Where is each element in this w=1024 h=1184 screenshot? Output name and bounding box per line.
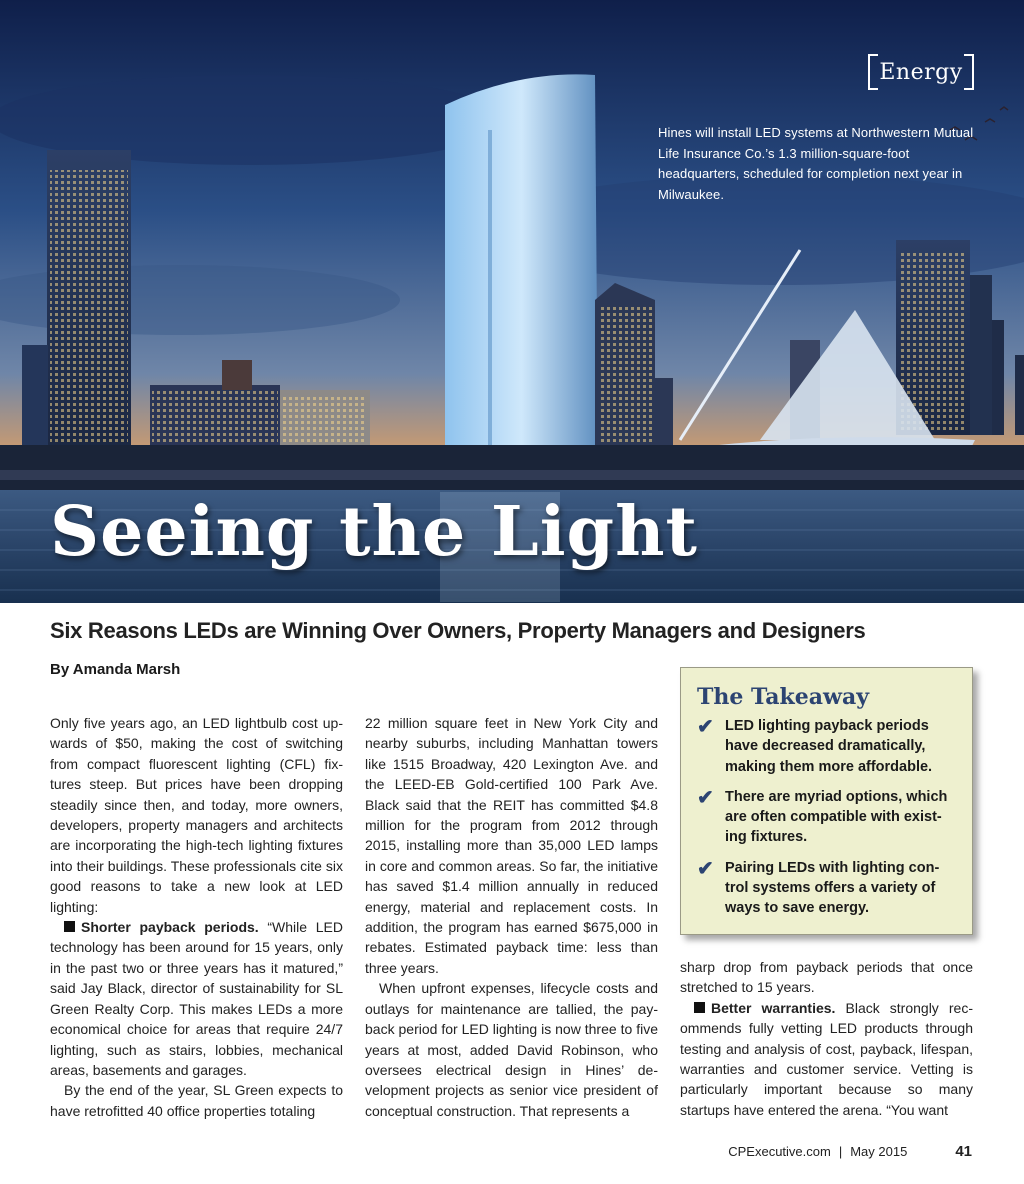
checkmark-icon: ✔ xyxy=(697,857,714,880)
paragraph: 22 million square feet in New York City and nearby suburbs, including Manhattan towers like 1515 Broadway, 420 Lexington Ave. and the LEED-EB Gold-certified 100 Park Ave. Black said that the REIT has committed $4.8 million for the program from 2012 through 2015, installing more than 35,000 LED lamps in core and common areas. So far, the initiative has saved $1.4 million annually in reduced energy, material and replacement costs. In addition, the program has earned $675,000 in rebates. Estimated payback time: less than three years. xyxy=(365,715,658,976)
footer-site: CPExecutive.com xyxy=(728,1144,831,1159)
paragraph: By the end of the year, SL Green expects to have retrofitted 40 office properties totaling xyxy=(50,1082,343,1119)
checkmark-icon: ✔ xyxy=(697,716,714,738)
paragraph-text: “While LED technology has been around for 15 years, only in the past two or three years has it matured,” said Jay Black, director of sustainability for SL Green Realty Corp. This makes LEDs a more economical choice for areas that require 24/7 lighting, such as stairs, lobbies, mechanical areas, basements and garages. xyxy=(50,919,343,1078)
takeaway-item-text: There are myriad options, which are often compatible with existing fixtures. xyxy=(725,788,948,846)
paragraph xyxy=(50,917,343,1080)
footer-date: May 2015 xyxy=(850,1144,908,1159)
square-bullet-icon xyxy=(694,1002,705,1013)
paragraph-text: Black strongly recommends fully vetting LED products through testing and analysis of cost, payback, lifespan, warranties and customer service. Vetting is particularly important because so many startups have entered the arena. “You want xyxy=(680,999,973,1118)
takeaway-item xyxy=(697,716,956,777)
takeaway-item xyxy=(697,787,956,848)
body-column-1 xyxy=(50,713,343,1121)
page-footer xyxy=(728,1143,972,1160)
section-tag: Energy xyxy=(868,54,974,90)
body-column-3 xyxy=(680,957,973,1120)
byline: By Amanda Marsh xyxy=(50,661,181,678)
takeaway-title: The Takeaway xyxy=(697,684,870,710)
article-title: Seeing the Light xyxy=(50,492,698,572)
paragraph xyxy=(680,998,973,1120)
paragraph: sharp drop from payback periods that once stretched to 15 years. xyxy=(680,959,973,996)
takeaway-item-text: LED lighting payback periods have decreased dramatically, making them more affordable. xyxy=(725,718,933,775)
paragraph: When upfront expenses, lifecycle costs and outlays for maintenance are tallied, the payback period for LED lighting is now three to five years at most, added David Robinson, who oversees electrical design in Hines’ development projects as senior vice president of conceptual construction. That represents a xyxy=(365,980,658,1119)
takeaway-list xyxy=(697,716,956,919)
paragraph-lead-in: Shorter payback periods. xyxy=(81,919,259,936)
photo-caption: Hines will install LED systems at Northwestern Mutual Life Insurance Co.’s 1.3 million-square-foot headquarters, scheduled for completion next year in Milwaukee. xyxy=(658,125,974,202)
checkmark-icon: ✔ xyxy=(697,786,714,809)
square-bullet-icon xyxy=(64,921,75,932)
footer-separator: | xyxy=(838,1144,843,1159)
takeaway-item-text: Pairing LEDs with lighting control systems offers a variety of ways to save energy. xyxy=(725,859,940,917)
takeaway-item xyxy=(697,858,956,919)
article-subtitle: Six Reasons LEDs are Winning Over Owners, Property Managers and Designers xyxy=(50,618,866,643)
paragraph: Only five years ago, an LED lightbulb cost upwards of $50, making the cost of switching from compact fluorescent lighting (CFL) fixtures steep. But prices have been dropping steadily since then, and today, more owners, developers, property managers and architects are incorporating the high-tech lighting fixtures into their buildings. These professionals cite six good reasons to take a new look at LED lighting: xyxy=(50,715,343,915)
body-column-2 xyxy=(365,713,658,1121)
takeaway-box xyxy=(680,667,973,935)
paragraph-lead-in: Better warranties. xyxy=(711,999,836,1016)
page-number: 41 xyxy=(955,1143,972,1160)
